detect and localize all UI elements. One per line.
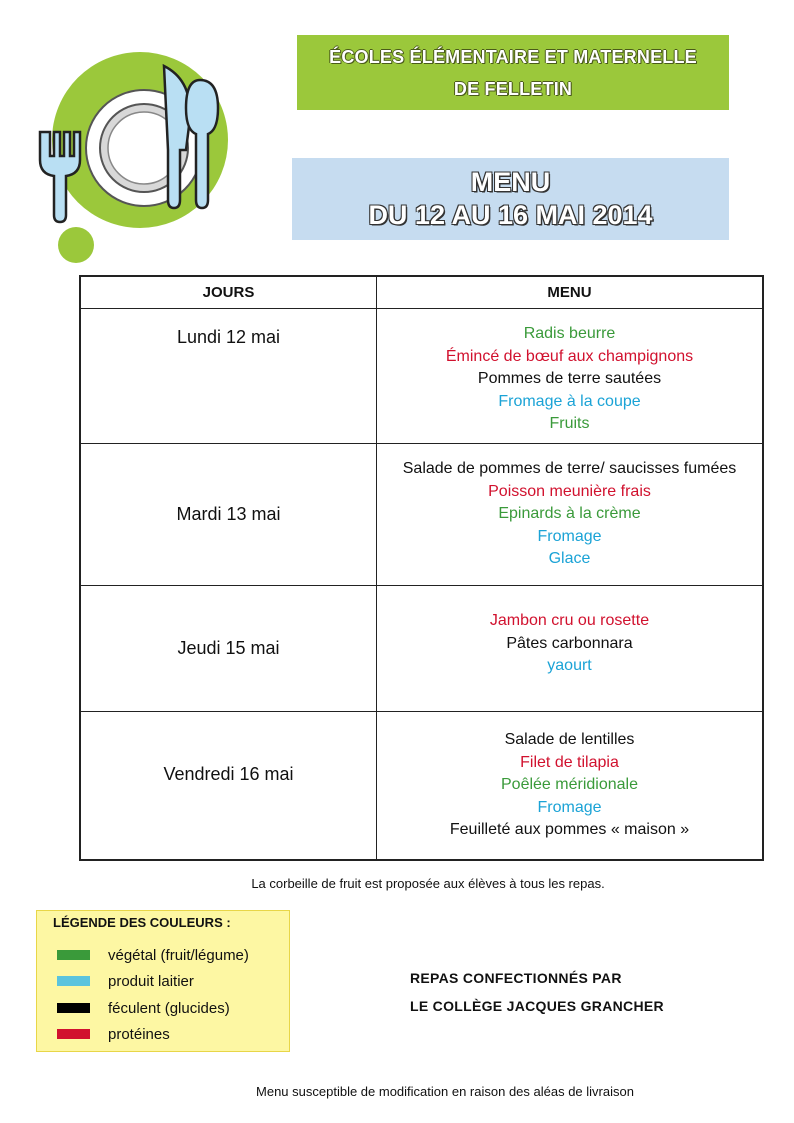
menu-title-box [292,158,729,240]
legend-item [57,945,249,965]
legend-item [57,971,194,991]
day-cell [80,586,377,712]
meal-cell [377,712,764,860]
school-canteen-logo [28,40,238,270]
dish: Jambon cru ou rosette [489,612,650,629]
day-label: Jeudi 15 mai [177,638,280,658]
dish: Fruits [549,415,590,432]
legend-swatch-black [57,1003,90,1013]
dish: Epinards à la crème [498,505,641,523]
dish: Poisson meunière frais [488,482,651,500]
menu-table-body [80,309,763,860]
legend-item [57,998,230,1018]
school-name-line2: DE FELLETIN [453,78,573,99]
table-header-row [80,276,763,309]
dish: Fromage à la coupe [498,392,641,410]
menu-title: MENU [470,167,551,197]
legend-swatch-blue [57,976,90,986]
credit-line1: REPAS CONFECTIONNÉS PAR [410,970,622,986]
column-header-days: JOURS [80,276,377,309]
day-label: Lundi 12 mai [176,327,281,347]
dish: yaourt [547,657,592,674]
school-name-line1: ÉCOLES ÉLÉMENTAIRE ET MATERNELLE [329,46,697,67]
legend-label: produit laitier [108,972,194,990]
dish: Glace [548,550,591,568]
day-cell [80,309,377,444]
table-row [80,712,763,860]
dish: Pâtes carbonnara [506,634,633,652]
meal-cell [377,444,764,586]
color-legend [36,910,290,1052]
column-header-menu: MENU [377,276,764,309]
modification-disclaimer: Menu susceptible de modification en raison des aléas de livraison [256,1084,634,1099]
dish: Pommes de terre sautées [477,370,662,387]
table-row [80,586,763,712]
legend-label: protéines [108,1025,170,1043]
dish: Salade de lentilles [504,731,635,748]
legend-label: végétal (fruit/légume) [108,946,249,964]
legend-item [57,1024,170,1044]
dish: Feuilleté aux pommes « maison » [449,821,690,838]
weekly-menu-table [79,275,764,861]
logo-small-green-circle [58,227,94,263]
legend-title: LÉGENDE DES COULEURS : [53,915,231,930]
day-label: Mardi 13 mai [176,504,281,524]
dish: Fromage [537,798,602,816]
day-cell [80,712,377,860]
meal-cell [377,586,764,712]
fruit-basket-note: La corbeille de fruit est proposée aux élèves à tous les repas. [251,876,605,891]
dish: Filet de tilapia [520,753,619,771]
legend-swatch-red [57,1029,90,1039]
table-row [80,444,763,586]
dish: Poêlée méridionale [501,776,638,793]
table-row [80,309,763,444]
prepared-by-note [410,964,664,1020]
school-header [297,35,729,110]
dish: Fromage [537,527,602,545]
legend-swatch-green [57,950,90,960]
dish: Salade de pommes de terre/ saucisses fumées [402,460,737,478]
credit-line2: LE COLLÈGE JACQUES GRANCHER [410,998,664,1014]
legend-label: féculent (glucides) [108,999,230,1017]
dish: Radis beurre [523,325,616,342]
day-label: Vendredi 16 mai [163,764,294,784]
menu-date-range: DU 12 AU 16 MAI 2014 [368,200,653,230]
dish: Émincé de bœuf aux champignons [445,347,694,365]
meal-cell [377,309,764,444]
day-cell [80,444,377,586]
